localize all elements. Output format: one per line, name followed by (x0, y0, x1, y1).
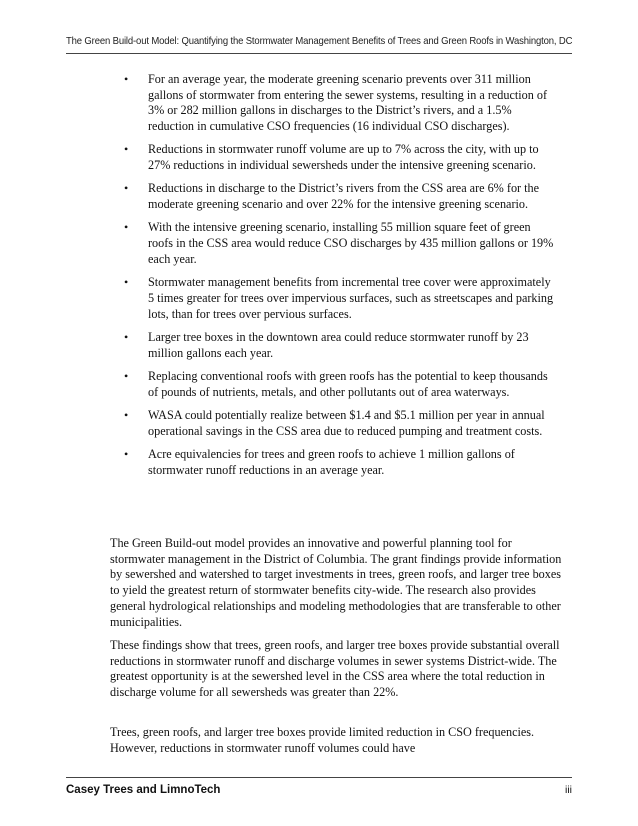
footer-divider (66, 777, 572, 778)
bullet-item (118, 72, 558, 135)
running-header: The Green Build-out Model: Quantifying the Stormwater Management Benefits of Trees and Green Roofs in Washington, DC (66, 36, 572, 47)
bullet-icon: • (124, 329, 129, 344)
bullet-item (118, 220, 558, 267)
bullet-item (118, 447, 558, 478)
bullet-text: Acre equivalencies for trees and green roofs to achieve 1 million gallons of stormwater runoff reductions in an average year. (148, 446, 515, 477)
bullet-icon: • (124, 446, 129, 461)
bullet-icon: • (124, 275, 129, 290)
bullet-text: With the intensive greening scenario, installing 55 million square feet of green roofs in the CSS area would reduce CSO discharges by 435 million gallons or 19% each year. (148, 220, 554, 266)
body-paragraph: Trees, green roofs, and larger tree boxes provide limited reduction in CSO frequencies. However, reductions in stormwater runoff volumes could have (110, 725, 535, 755)
bullet-icon: • (124, 72, 129, 86)
bullet-icon: • (124, 368, 129, 383)
page-number: iii (565, 784, 572, 796)
bullet-item (118, 330, 558, 361)
bullet-text: Replacing conventional roofs with green roofs has the potential to keep thousands of pounds of nutrients, metals, and other pollutants out of area waterways. (148, 368, 548, 399)
bullet-icon: • (124, 407, 129, 422)
bullet-icon: • (124, 142, 129, 157)
body-paragraph: The Green Build-out model provides an innovative and powerful planning tool for stormwater management in the District of Columbia. The grant findings provide information by sewershed and watershed to target investments in trees, green roofs, and larger tree boxes to yield the greatest return of stormwater benefits city-wide. The research also provides general hydrological relationships and modeling methodologies that are transferable to other municipalities. (110, 536, 562, 629)
footer-organization: Casey Trees and LimnoTech (66, 784, 221, 796)
bullet-item (118, 142, 558, 173)
bullet-text: Stormwater management benefits from incremental tree cover were approximately 5 times greater for trees over impervious surfaces, such as streetscapes and parking lots, than for trees over pervious surfaces. (148, 275, 554, 321)
bullet-item (118, 181, 558, 212)
bullet-text: WASA could potentially realize between $1.4 and $5.1 million per year in annual operational savings in the CSS area due to reduced pumping and treatment costs. (148, 407, 545, 438)
bullet-text: Reductions in stormwater runoff volume are up to 7% across the city, with up to 27% reductions in individual sewersheds under the intensive greening scenario. (148, 142, 539, 173)
bullet-item (118, 369, 558, 400)
body-paragraph: These findings show that trees, green roofs, and larger tree boxes provide substantial overall reductions in stormwater runoff and discharge volumes in sewer systems District-wide. The greatest opportunity is at the sewershed level in the CSS area where the total reduction in discharge volume for all sewersheds was greater than 22%. (110, 638, 560, 700)
bullet-text: Reductions in discharge to the District’s rivers from the CSS area are 6% for the moderate greening scenario and over 22% for the intensive greening scenario. (148, 181, 540, 212)
bullet-item (118, 408, 558, 439)
header-divider (66, 53, 572, 54)
findings-bullet-list (118, 72, 558, 486)
bullet-icon: • (124, 220, 129, 235)
bullet-item (118, 275, 558, 322)
bullet-text: For an average year, the moderate greening scenario prevents over 311 million gallons of stormwater from entering the sewer systems, resulting in a reduction of 3% or 282 million gallons in discharges to the District’s rivers, and a 1.5% reduction in cumulative CSO frequencies (16 individual CSO discharges). (148, 72, 548, 134)
bullet-text: Larger tree boxes in the downtown area could reduce stormwater runoff by 23 million gallons each year. (148, 329, 529, 360)
bullet-icon: • (124, 181, 129, 196)
